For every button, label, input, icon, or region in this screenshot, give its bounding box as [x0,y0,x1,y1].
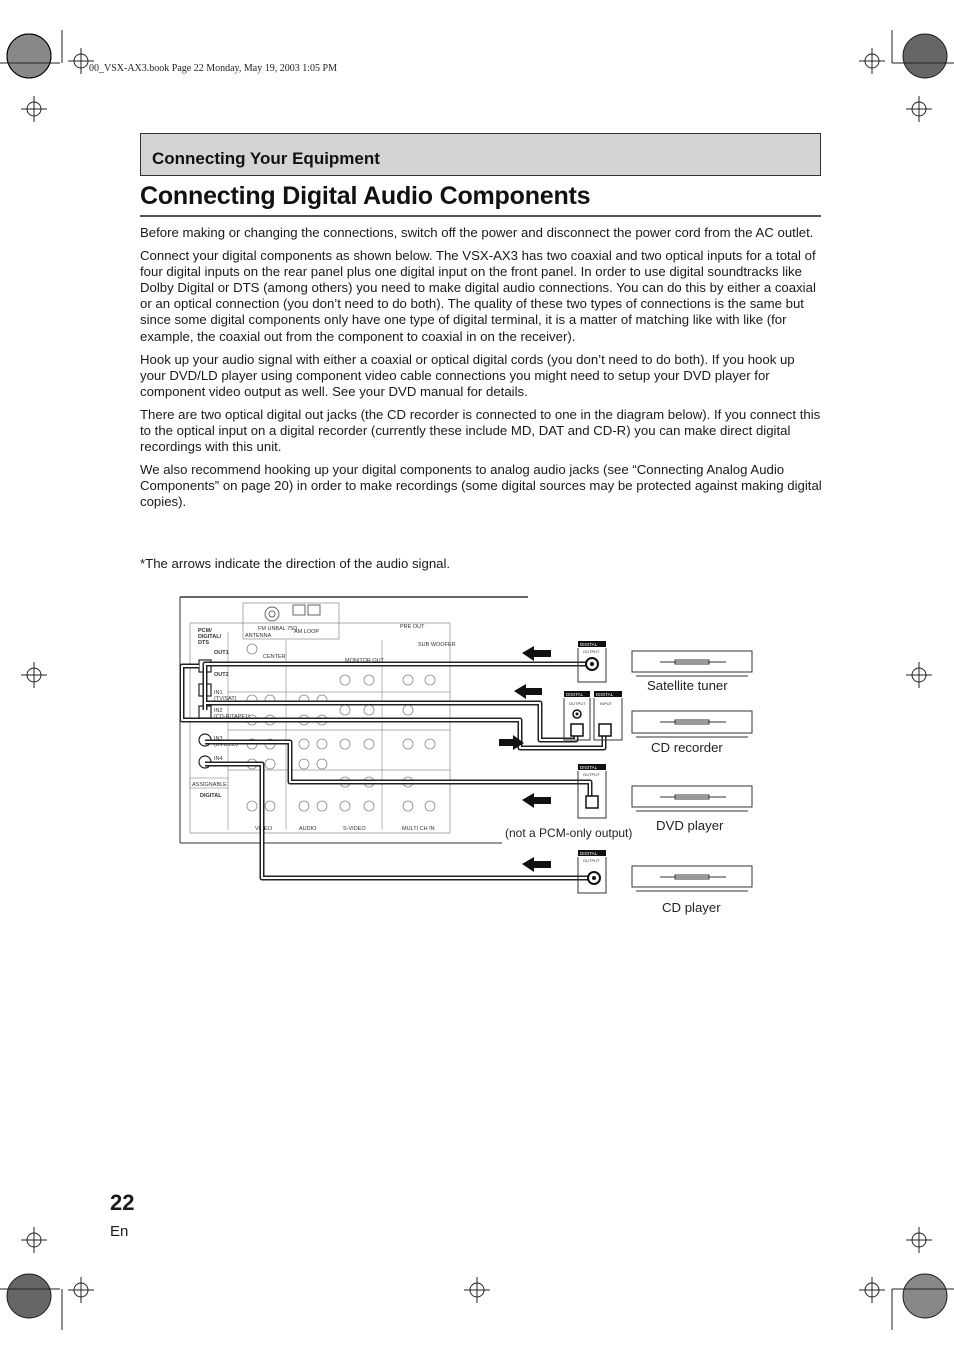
panel-dts-label: DTS [198,640,209,646]
panel-center-label: CENTER [263,654,286,660]
device-label-satellite-tuner: Satellite tuner [647,678,728,693]
paragraph: Connect your digital components as shown below. The VSX-AX3 has two coaxial and two optical inputs for a total of four digital inputs on the rear panel plus one digital input on the front panel. In order to use digital soundtracks like Dolby Digital or DTS (among others) you need to make digital audio connections. You can do this by either a coaxial or an optical connection (you don’t need to do both). The quality of these two types of connections is the same but since some digital components only have one type of digital terminal, it is a matter of matching like with like (for example, the coaxial out from the component to coaxial in on the receiver). [140,248,816,344]
panel-digital-label: DIGITAL [200,793,222,799]
panel-pcm-label: PCM/ [198,628,212,634]
tag-input: INPUT [600,701,612,706]
panel-in3-sub-label: (DVD/LD) [214,742,238,748]
tag-digital: DIGITAL [566,692,584,697]
panel-digital-dts-label: DIGITAL/ [198,634,222,640]
panel-in2-sub-label: (CD-R/TAPE1) [214,714,250,720]
device-jack-panels [564,641,622,893]
dvd-note: (not a PCM-only output) [505,826,633,840]
tag-digital: DIGITAL [580,642,598,647]
tag-output: OUTPUT [583,649,600,654]
device-label-cd-player: CD player [662,900,721,915]
panel-antenna-label: ANTENNA [245,633,272,639]
satellite-tuner-box [632,651,752,676]
arrow-left-icon [522,646,551,661]
device-label-dvd-player: DVD player [656,818,724,833]
panel-in1-label: IN1 [214,690,223,696]
panel-audio-label: AUDIO [299,826,317,832]
tag-output: OUTPUT [569,701,586,706]
tag-digital: DIGITAL [580,851,598,856]
page-number: 22 [110,1190,135,1215]
tag-output: OUTPUT [583,858,600,863]
paragraph: We also recommend hooking up your digital components to analog audio jacks (see “Connecting Analog Audio Components” on page 20) in order to make recordings (some digital sources may be protected against making digital copies). [140,462,822,510]
panel-out2-label: OUT2 [214,672,229,678]
page-title: Connecting Digital Audio Components [140,182,821,217]
arrow-left-icon [514,684,542,699]
panel-am-label: AM LOOP [294,629,320,635]
page-language: En [110,1223,129,1240]
panel-in4-label: IN4 [214,756,223,762]
panel-assignable-label: ASSIGNABLE [192,782,227,788]
tag-digital: DIGITAL [580,765,598,770]
section-title: Connecting Your Equipment [152,149,380,168]
paragraph: There are two optical digital out jacks (the CD recorder is connected to one in the diagram below). If you connect this to the optical input on a digital recorder (currently these include MD, DAT and CD-R) you can make direct digital recordings with this unit. [140,406,821,455]
paragraph: Before making or changing the connections, switch off the power and disconnect the power cord from the AC outlet. [140,225,814,240]
panel-out1-label: OUT1 [214,650,229,656]
panel-pre-out-label: PRE OUT [400,624,425,630]
arrow-left-icon [522,857,551,872]
panel-multi-ch-in-label: MULTI CH IN [402,826,435,832]
paragraph: Hook up your audio signal with either a coaxial or optical digital cords (you don’t need to do both). If you hook up your DVD/LD player using component video cable connections you might need to setup your DVD player for component video output as well. See your DVD manual for details. [140,351,795,399]
panel-fm-label: FM UNBAL 75Ω [258,626,298,632]
book-header: 00_VSX-AX3.book Page 22 Monday, May 19, 2003 1:05 PM [89,63,337,74]
cd-player-box [632,866,752,891]
arrow-note: *The arrows indicate the direction of the audio signal. [140,556,451,571]
panel-monitor-out-label: MONITOR OUT [345,658,385,664]
panel-in4-sub-label: (CD) [214,762,226,768]
arrow-left-icon [522,793,551,808]
panel-video-label: VIDEO [255,826,273,832]
panel-in3-label: IN3 [214,736,223,742]
panel-subwoofer-label: SUB WOOFER [418,642,456,648]
cd-recorder-box [632,711,752,737]
panel-in2-label: IN2 [214,708,223,714]
dvd-player-box [632,786,752,811]
tag-digital: DIGITAL [596,692,614,697]
panel-in1-sub-label: (TV/SAT) [214,696,237,702]
tag-output: OUTPUT [583,772,600,777]
digital-cables [182,664,604,878]
device-label-cd-recorder: CD recorder [651,740,723,755]
panel-svideo-label: S-VIDEO [343,826,366,832]
